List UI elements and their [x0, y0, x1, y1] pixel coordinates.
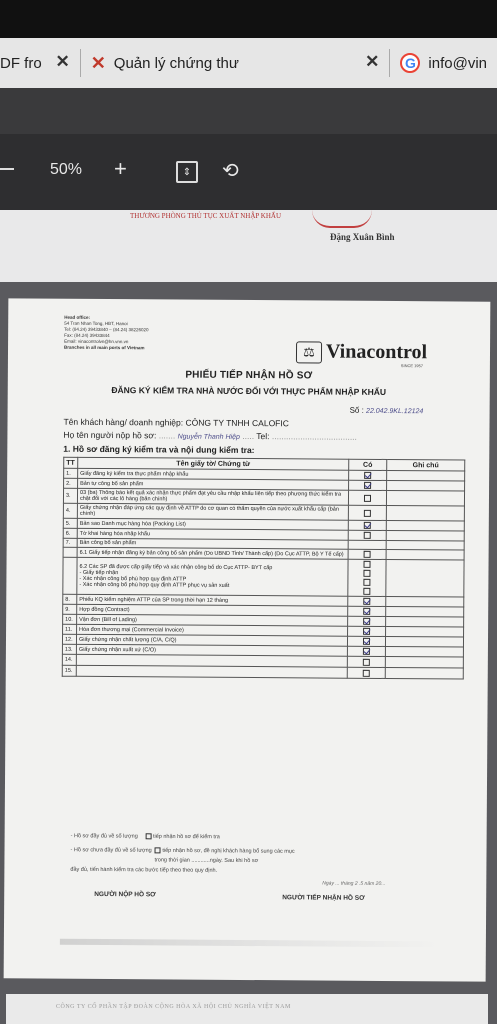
head-office-info — [64, 315, 149, 352]
footer-text: đầy đủ, tiến hành kiểm tra các bước tiếp theo theo quy định. — [70, 866, 218, 874]
footer-text: - Hồ sơ đầy đủ về số lượng — [70, 833, 138, 840]
head-office-line: Tel: (84.24) 39433840 – (84.24) 38226020 — [64, 326, 149, 333]
checkbox[interactable] — [363, 570, 370, 577]
row-name: Giấy chứng nhận xuất xứ (C/O) — [76, 644, 347, 656]
row-number: 4. — [63, 503, 77, 518]
zoom-out-icon[interactable] — [0, 168, 14, 170]
row-number — [63, 547, 77, 557]
form-page — [4, 298, 491, 981]
pdf-toolbar — [0, 134, 497, 210]
google-icon: G — [400, 53, 420, 73]
footer-text: ngày. Sau khi hồ sơ — [209, 857, 259, 865]
empty-cell — [348, 540, 386, 549]
receiver-signature-label: NGƯỜI TIẾP NHẬN HỒ SƠ — [282, 894, 365, 902]
submitter-label: Họ tên người nộp hồ sơ: — [63, 429, 157, 441]
row-note — [385, 656, 463, 668]
checkbox[interactable] — [363, 638, 370, 645]
row-name: Hóa đơn thương mại (Commercial Invoice) — [77, 624, 348, 636]
brand-since: SINCE 1957 — [400, 363, 424, 369]
row-number: 8. — [63, 594, 77, 604]
row-note — [386, 596, 464, 607]
checkbox[interactable] — [364, 522, 371, 529]
checkbox[interactable] — [364, 472, 371, 479]
tab-quan-ly-chung-thu[interactable] — [81, 38, 390, 88]
row-name: 03 (ba) Thông báo kết quả xác nhận thực phẩm đạt yêu cầu nhập khẩu liên tiếp theo phương thức kiểm tra chặt đối với các lô hàng (bản chính) — [77, 488, 348, 505]
customer-line — [63, 417, 288, 429]
row-note — [385, 667, 463, 679]
table-row — [62, 665, 463, 679]
signer-name: Đặng Xuân Bình — [330, 232, 395, 242]
checkbox[interactable] — [364, 509, 371, 516]
row-name: Bản sao Danh mục hàng hóa (Packing List) — [77, 518, 348, 530]
dotted-leader: ..... — [242, 430, 255, 442]
head-office-line: 54 Tran Nhan Tong, HBT, Hanoi — [64, 320, 128, 327]
row-note — [386, 549, 464, 560]
footer-line-period: trong thời gian ............ngày. Sau khi hồ sơ — [154, 857, 259, 865]
row-name: Tờ khai hàng hóa nhập khẩu — [77, 528, 348, 540]
row-number: 5. — [63, 518, 77, 528]
subitem-line: - Xác nhận công bố phù hợp quy định ATTP — [79, 575, 187, 583]
row-name: Bản tự công bố sản phẩm — [78, 478, 349, 490]
row-name: Vận đơn (Bill of Lading) — [77, 614, 348, 626]
header-co: Có — [349, 459, 387, 470]
tab-pdf[interactable] — [0, 38, 80, 88]
browser-tab-bar — [0, 38, 497, 88]
row-number: 10. — [63, 614, 77, 624]
row-number: 14. — [62, 654, 76, 665]
documents-table — [62, 457, 466, 680]
document-number — [350, 406, 424, 416]
tel-label: Tel: — [256, 431, 270, 442]
row-subitem: 6.1 Giấy tiếp nhận đăng ký bản công bố sản phẩm (Do UBND Tỉnh/ Thành cấp) (Do Cục ATTP, Bộ Y Tế cấp) — [77, 547, 348, 559]
head-office-line: Head office: — [64, 314, 91, 320]
row-number — [63, 557, 77, 594]
row-number: 1. — [64, 468, 78, 478]
row-note — [386, 626, 464, 637]
form-title: PHIẾU TIẾP NHẬN HỒ SƠ — [185, 369, 313, 382]
next-page — [6, 994, 488, 1024]
submitter-line — [63, 430, 463, 443]
checkbox[interactable] — [364, 494, 371, 501]
row-note — [386, 530, 464, 541]
checkbox[interactable] — [363, 598, 370, 605]
zoom-in-icon[interactable]: + — [114, 156, 127, 181]
scale-icon: ⚖ — [296, 341, 322, 363]
header-name: Tên giấy tờ/ Chứng từ — [78, 457, 349, 470]
stamp-text: THƯƠNG PHÒNG THỦ TỤC XUẤT NHẬP KHẨU — [130, 212, 282, 220]
row-name: Giấy đăng ký kiểm tra thực phẩm nhập khẩu — [78, 468, 349, 480]
footer-line-incomplete — [71, 847, 295, 855]
address-bar-area — [0, 88, 497, 134]
date-line: Ngày ... tháng 2 .5 năm 20... — [322, 880, 386, 887]
row-number: 13. — [62, 644, 76, 654]
row-note — [385, 636, 463, 647]
footer-line-next — [70, 867, 217, 874]
row-number: 11. — [63, 624, 77, 634]
row-note — [386, 520, 464, 531]
seal-stamp — [312, 210, 372, 228]
so-value: 22.042.9KL.12124 — [366, 407, 424, 416]
so-label: Số : — [349, 405, 364, 415]
header-note: Ghi chú — [387, 459, 465, 471]
submitter-signature-label: NGƯỜI NỘP HỒ SƠ — [94, 890, 156, 899]
row-name: Phiếu KQ kiểm nghiệm ATTP của SP trong thời hạn 12 tháng — [77, 594, 348, 606]
checkbox[interactable] — [364, 482, 371, 489]
checkbox[interactable] — [145, 833, 151, 839]
form-subtitle: ĐĂNG KÝ KIỂM TRA NHÀ NƯỚC ĐỐI VỚI THỰC PHẨM NHẬP KHẨU — [111, 385, 387, 397]
customer-label: Tên khách hàng/ doanh nghiệp: — [63, 416, 184, 428]
checkbox[interactable] — [363, 658, 370, 665]
dotted-leader: ....... — [158, 430, 176, 441]
tab-label: info@vin — [428, 54, 487, 72]
subitem-line: - Giấy tiếp nhận — [79, 569, 119, 577]
row-number: 9. — [63, 604, 77, 614]
checkbox[interactable] — [364, 532, 371, 539]
next-page-header: CÔNG TY CỔ PHẦN TẬP ĐOÀN CỘNG HÒA XÃ HỘI CHỦ NGHĨA VIỆT NAM — [56, 1004, 291, 1010]
head-office-line: Branches in all main ports of Vietnam — [64, 344, 145, 351]
previous-page — [0, 210, 497, 282]
head-office-line: Email: vinacontrolvn@hn.vnn.vn — [64, 338, 129, 345]
row-note — [387, 470, 465, 481]
row-name: Hợp đồng (Contract) — [77, 604, 348, 616]
checkbox[interactable] — [363, 648, 370, 655]
subitem-title: 6.2 Các SP đã được cấp giấy tiếp và xác nhận công bố do Cục ATTP- BYT cấp — [79, 563, 273, 572]
row-note — [386, 490, 464, 506]
footer-line-complete — [71, 833, 220, 840]
checkbox-group — [350, 561, 383, 595]
row-note — [386, 559, 464, 597]
submitter-value: Nguyễn Thanh Hiệp — [177, 433, 240, 441]
window-top-bar — [0, 0, 497, 38]
footer-text: tiếp nhận hồ sơ, đề nghị khách hàng bổ sung các mục — [162, 847, 295, 855]
vinacontrol-logo — [296, 340, 428, 369]
checkbox[interactable] — [363, 579, 370, 586]
table-row — [63, 557, 464, 597]
brand-name: Vinacontrol — [325, 340, 428, 364]
checkbox[interactable] — [363, 618, 370, 625]
checkbox[interactable] — [363, 588, 370, 595]
pdf-viewer[interactable] — [0, 210, 497, 1024]
row-number: 15. — [62, 665, 76, 676]
footer-text: tiếp nhận hồ sơ để kiểm tra — [152, 833, 220, 841]
tab-close-icon[interactable]: ✕ — [55, 52, 70, 71]
zoom-level[interactable]: 50% — [50, 161, 83, 178]
row-note — [386, 505, 464, 521]
footer-text: - Hồ sơ chưa đầy đủ về số lượng — [70, 847, 152, 854]
fit-page-icon[interactable]: ⇕ — [176, 161, 198, 183]
tools-icon: ✕ — [90, 52, 106, 73]
row-note — [385, 646, 463, 657]
section-heading: 1. Hồ sơ đăng ký kiểm tra và nội dung kiểm tra: — [63, 443, 255, 456]
tab-close-icon[interactable]: ✕ — [365, 52, 380, 71]
footer-text: trong thời gian — [154, 857, 190, 864]
head-office-line: Fax: (84.24) 39433844 — [64, 332, 110, 339]
checkbox[interactable] — [363, 628, 370, 635]
row-number: 7. — [63, 538, 77, 547]
checkbox[interactable] — [363, 669, 370, 676]
row-number: 2. — [64, 478, 78, 488]
row-name: Giấy chứng nhận chất lượng (C/A, C/Q) — [76, 634, 347, 646]
row-note — [387, 480, 465, 491]
faded-footer-text — [60, 939, 440, 948]
checkbox[interactable] — [155, 847, 161, 853]
customer-value: CÔNG TY TNHH CALOFIC — [185, 417, 289, 429]
row-note — [386, 606, 464, 617]
rotate-icon[interactable]: ⟲ — [222, 160, 239, 182]
row-note — [386, 616, 464, 627]
row-subitem — [77, 557, 348, 596]
row-number: 3. — [63, 488, 77, 503]
checkbox[interactable] — [363, 608, 370, 615]
row-number: 12. — [62, 634, 76, 644]
row-name: Bản công bố sản phẩm — [77, 538, 348, 549]
tab-gmail[interactable] — [390, 38, 497, 88]
subitem-line: - Xác nhận công bố phù hợp quy định ATTP phục vụ sản xuất — [79, 581, 230, 589]
checkbox[interactable] — [364, 561, 371, 568]
checkbox[interactable] — [364, 551, 371, 558]
header-tt: TT — [64, 457, 78, 468]
tab-label: DF fro — [0, 54, 42, 72]
tab-label: Quản lý chứng thư — [113, 54, 239, 72]
row-name: Giấy chứng nhận đáp ứng các quy định về ATTP do cơ quan có thẩm quyền của nước xuất khẩu cấp (bản chính) — [77, 503, 348, 520]
row-name — [76, 665, 347, 678]
dotted-leader: .................................... — [271, 431, 357, 442]
row-number: 6. — [63, 528, 77, 538]
